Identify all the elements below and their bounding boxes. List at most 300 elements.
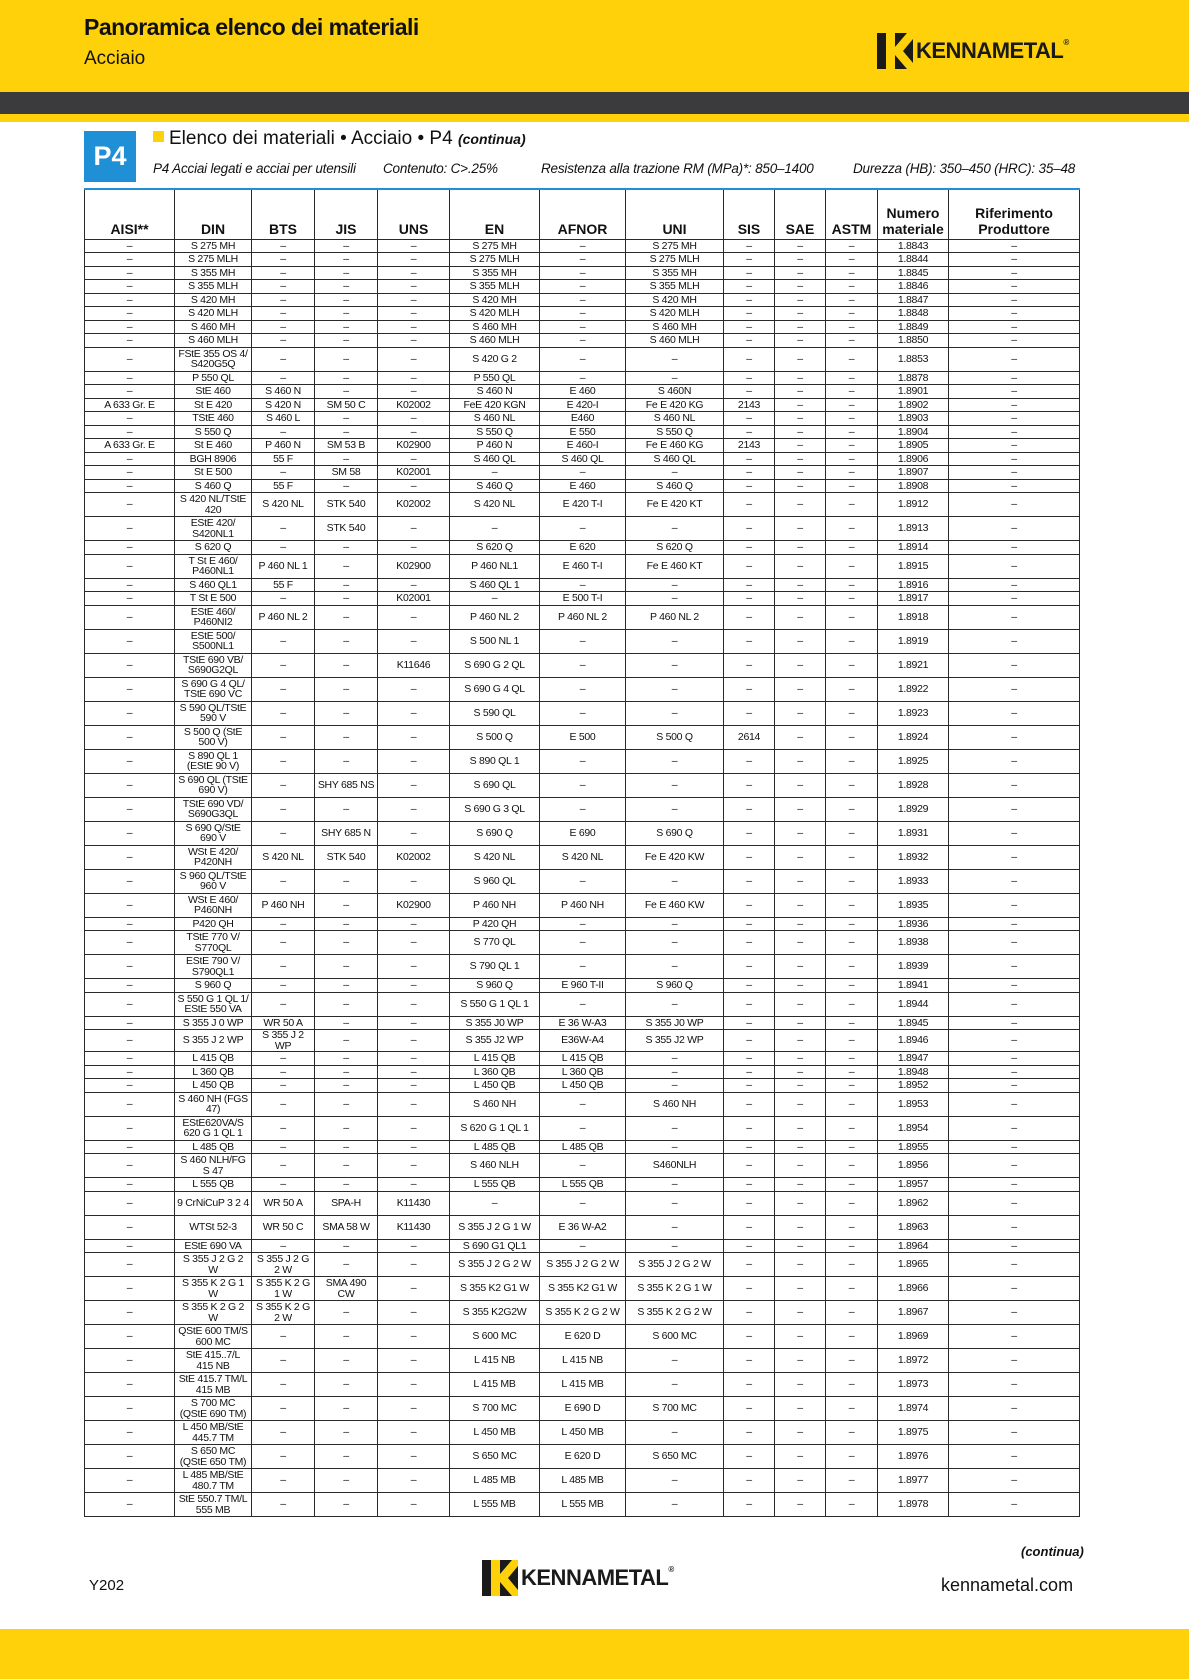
table-cell: E 36 W-A3 xyxy=(540,1016,626,1030)
table-cell: P 550 QL xyxy=(450,371,540,385)
table-cell: – xyxy=(724,253,775,267)
table-cell: – xyxy=(315,725,378,749)
table-cell: – xyxy=(315,955,378,979)
table-cell: – xyxy=(826,1397,878,1421)
table-cell: L 450 QB xyxy=(175,1079,252,1093)
table-cell: – xyxy=(949,955,1080,979)
table-cell: – xyxy=(724,869,775,893)
table-cell: 1.8905 xyxy=(878,439,949,453)
table-cell: – xyxy=(724,917,775,931)
table-cell: – xyxy=(775,992,826,1016)
table-cell: – xyxy=(315,425,378,439)
table-cell: – xyxy=(626,1178,724,1192)
table-cell: – xyxy=(252,821,315,845)
table-cell: K02900 xyxy=(378,893,450,917)
table-cell: S 690 G 2 QL xyxy=(450,653,540,677)
table-cell: – xyxy=(626,592,724,606)
table-row xyxy=(85,677,1080,701)
table-row xyxy=(85,385,1080,399)
table-cell: – xyxy=(85,773,175,797)
table-cell: – xyxy=(85,1277,175,1301)
table-cell: – xyxy=(315,1421,378,1445)
table-cell: – xyxy=(724,466,775,480)
table-cell: E 460-I xyxy=(540,439,626,453)
table-cell: – xyxy=(85,1079,175,1093)
table-cell: S 420 NL xyxy=(540,845,626,869)
table-cell: L 415 NB xyxy=(450,1349,540,1373)
table-cell: – xyxy=(315,1373,378,1397)
table-cell: EStE 500/ S500NL1 xyxy=(175,629,252,653)
table-cell: QStE 600 TM/S 600 MC xyxy=(175,1325,252,1349)
table-cell: – xyxy=(626,1373,724,1397)
table-cell: 1.8963 xyxy=(878,1215,949,1239)
table-cell: – xyxy=(724,1469,775,1493)
table-cell: 1.8902 xyxy=(878,398,949,412)
table-cell: 9 CrNiCuP 3 2 4 xyxy=(175,1191,252,1215)
table-cell: A 633 Gr. E xyxy=(85,439,175,453)
table-cell: – xyxy=(949,1154,1080,1178)
table-cell: – xyxy=(315,1239,378,1253)
table-cell: S 420 N xyxy=(252,398,315,412)
table-cell: – xyxy=(85,412,175,426)
table-cell: – xyxy=(85,1253,175,1277)
table-cell: – xyxy=(315,653,378,677)
table-cell: 1.8919 xyxy=(878,629,949,653)
table-cell: 1.8944 xyxy=(878,992,949,1016)
table-cell: – xyxy=(949,1030,1080,1052)
table-cell: – xyxy=(949,1325,1080,1349)
table-cell: – xyxy=(724,517,775,541)
table-row xyxy=(85,1191,1080,1215)
table-cell: Fe E 460 KG xyxy=(626,439,724,453)
table-cell: – xyxy=(378,239,450,253)
table-cell: – xyxy=(775,677,826,701)
table-cell: – xyxy=(826,371,878,385)
table-cell: S 500 Q xyxy=(450,725,540,749)
table-cell: S 355 MLH xyxy=(450,280,540,294)
table-cell: – xyxy=(826,1079,878,1093)
table-row xyxy=(85,931,1080,955)
table-cell: 1.8914 xyxy=(878,541,949,555)
table-cell: – xyxy=(826,1016,878,1030)
section-description: P4 Acciai legati e acciai per utensili xyxy=(153,161,356,176)
table-cell: – xyxy=(949,347,1080,371)
table-cell: – xyxy=(85,1052,175,1066)
column-header: AFNOR xyxy=(540,189,626,239)
kennametal-logo xyxy=(877,33,1069,69)
table-cell: – xyxy=(724,773,775,797)
table-cell: – xyxy=(378,605,450,629)
materials-table xyxy=(84,188,1080,1517)
table-cell: – xyxy=(315,578,378,592)
table-cell: – xyxy=(378,307,450,321)
table-cell: – xyxy=(826,1030,878,1052)
table-cell: S 690 G 4 QL xyxy=(450,677,540,701)
table-cell: 1.8908 xyxy=(878,479,949,493)
table-cell: – xyxy=(85,493,175,517)
section-strength: Resistenza alla trazione RM (MPa)*: 850–1400 xyxy=(541,161,814,176)
table-cell: – xyxy=(540,1191,626,1215)
table-cell: P 460 N xyxy=(252,439,315,453)
table-cell: P 460 NH xyxy=(252,893,315,917)
column-header: UNS xyxy=(378,189,450,239)
table-cell: – xyxy=(826,821,878,845)
table-cell: E460 xyxy=(540,412,626,426)
table-cell: 1.8848 xyxy=(878,307,949,321)
column-header: BTS xyxy=(252,189,315,239)
table-cell: 1.8941 xyxy=(878,979,949,993)
table-cell: – xyxy=(826,253,878,267)
table-cell: 1.8853 xyxy=(878,347,949,371)
table-cell: – xyxy=(85,307,175,321)
table-cell: – xyxy=(540,869,626,893)
table-cell: L 555 QB xyxy=(175,1178,252,1192)
table-cell: – xyxy=(378,992,450,1016)
table-cell: STK 540 xyxy=(315,493,378,517)
table-cell: P 460 NH xyxy=(450,893,540,917)
table-cell: 1.8845 xyxy=(878,266,949,280)
table-cell: – xyxy=(949,1065,1080,1079)
table-cell: – xyxy=(724,554,775,578)
table-cell: S 355 MH xyxy=(626,266,724,280)
table-row xyxy=(85,517,1080,541)
table-cell: – xyxy=(949,1191,1080,1215)
table-cell: – xyxy=(85,605,175,629)
table-cell: – xyxy=(378,452,450,466)
table-cell: – xyxy=(315,797,378,821)
table-cell: – xyxy=(378,1325,450,1349)
table-cell: – xyxy=(315,239,378,253)
table-cell: 1.8932 xyxy=(878,845,949,869)
table-cell: – xyxy=(826,1191,878,1215)
table-cell: – xyxy=(626,773,724,797)
table-cell: – xyxy=(826,1349,878,1373)
table-cell: 1.8921 xyxy=(878,653,949,677)
table-cell: S 960 Q xyxy=(450,979,540,993)
table-cell: E 550 xyxy=(540,425,626,439)
kennametal-k-icon xyxy=(877,33,913,69)
table-cell: – xyxy=(378,1445,450,1469)
continued-note: (continua) xyxy=(1021,1544,1084,1559)
table-cell: E 420-I xyxy=(540,398,626,412)
table-row xyxy=(85,701,1080,725)
table-cell: S 690 G 4 QL/ TStE 690 VC xyxy=(175,677,252,701)
table-cell: P 460 NL1 xyxy=(450,554,540,578)
table-cell: – xyxy=(949,917,1080,931)
table-cell: – xyxy=(775,452,826,466)
table-cell: – xyxy=(378,725,450,749)
table-cell: S 355 K 2 G 1 W xyxy=(252,1277,315,1301)
table-cell: – xyxy=(378,1065,450,1079)
table-cell: – xyxy=(826,398,878,412)
table-cell: 1.8973 xyxy=(878,1373,949,1397)
table-cell: – xyxy=(826,1301,878,1325)
table-cell: – xyxy=(85,293,175,307)
table-cell: – xyxy=(540,517,626,541)
table-cell: – xyxy=(85,517,175,541)
table-cell: S 890 QL 1 xyxy=(450,749,540,773)
table-cell: – xyxy=(315,280,378,294)
table-cell: S 355 J 2 WP xyxy=(252,1030,315,1052)
table-cell: S 620 Q xyxy=(450,541,540,555)
table-cell: – xyxy=(540,917,626,931)
table-cell: 1.8878 xyxy=(878,371,949,385)
table-cell: SM 58 xyxy=(315,466,378,480)
table-cell: EStE 790 V/ S790QL1 xyxy=(175,955,252,979)
table-row xyxy=(85,1154,1080,1178)
table-cell: P 550 QL xyxy=(175,371,252,385)
table-cell: – xyxy=(626,917,724,931)
table-cell: – xyxy=(540,239,626,253)
table-cell: – xyxy=(826,347,878,371)
table-cell: – xyxy=(949,1140,1080,1154)
table-cell: S 590 QL xyxy=(450,701,540,725)
table-cell: K02002 xyxy=(378,398,450,412)
table-cell: – xyxy=(775,307,826,321)
table-cell: – xyxy=(85,1016,175,1030)
table-cell: S 355 K 2 G 1 W xyxy=(626,1277,724,1301)
table-cell: S 550 G 1 QL 1/ EStE 550 VA xyxy=(175,992,252,1016)
table-cell: – xyxy=(626,1191,724,1215)
table-cell: L 485 MB xyxy=(450,1469,540,1493)
section-hardness: Durezza (HB): 350–450 (HRC): 35–48 xyxy=(853,161,1076,176)
table-cell: – xyxy=(378,1493,450,1517)
table-cell: S 460 QL1 xyxy=(175,578,252,592)
table-row xyxy=(85,1349,1080,1373)
table-cell: – xyxy=(724,452,775,466)
website-link[interactable]: kennametal.com xyxy=(941,1575,1074,1595)
table-cell: – xyxy=(85,1397,175,1421)
table-cell: SMA 58 W xyxy=(315,1215,378,1239)
table-cell: – xyxy=(724,578,775,592)
table-cell: – xyxy=(252,1154,315,1178)
table-cell: 1.8904 xyxy=(878,425,949,439)
table-header-row xyxy=(85,189,1080,239)
table-cell: – xyxy=(85,1065,175,1079)
table-cell: – xyxy=(85,253,175,267)
table-cell: S 700 MC (QStE 690 TM) xyxy=(175,1397,252,1421)
table-cell: – xyxy=(540,266,626,280)
table-cell: – xyxy=(315,1349,378,1373)
table-cell: – xyxy=(949,931,1080,955)
table-cell: SPA-H xyxy=(315,1191,378,1215)
table-cell: 1.8849 xyxy=(878,320,949,334)
column-header: ASTM xyxy=(826,189,878,239)
table-cell: – xyxy=(949,1349,1080,1373)
table-cell: WSt E 420/ P420NH xyxy=(175,845,252,869)
table-cell: – xyxy=(315,347,378,371)
table-cell: P 460 NL 2 xyxy=(540,605,626,629)
table-cell: – xyxy=(949,578,1080,592)
table-cell: – xyxy=(315,1493,378,1517)
table-cell: – xyxy=(252,1079,315,1093)
table-cell: Fe E 420 KT xyxy=(626,493,724,517)
table-cell: TStE 690 VB/ S690G2QL xyxy=(175,653,252,677)
table-cell: FeE 420 KGN xyxy=(450,398,540,412)
table-cell: – xyxy=(949,893,1080,917)
table-cell: WTSt 52-3 xyxy=(175,1215,252,1239)
table-cell: – xyxy=(252,955,315,979)
table-cell: 1.8956 xyxy=(878,1154,949,1178)
table-cell: S 275 MH xyxy=(450,239,540,253)
table-cell: – xyxy=(252,725,315,749)
table-cell: – xyxy=(724,412,775,426)
table-cell: – xyxy=(540,749,626,773)
table-cell: – xyxy=(775,425,826,439)
table-cell: S 690 G1 QL1 xyxy=(450,1239,540,1253)
table-cell: – xyxy=(724,797,775,821)
table-cell: 1.8844 xyxy=(878,253,949,267)
table-cell: – xyxy=(724,1140,775,1154)
table-cell: S 355 K 2 G 1 W xyxy=(175,1277,252,1301)
table-cell: E 620 D xyxy=(540,1445,626,1469)
table-cell: – xyxy=(826,517,878,541)
table-cell: 1.8906 xyxy=(878,452,949,466)
table-cell: – xyxy=(378,1301,450,1325)
table-cell: S 275 MH xyxy=(626,239,724,253)
table-cell: 1.8953 xyxy=(878,1092,949,1116)
table-cell: – xyxy=(826,869,878,893)
table-cell: K11646 xyxy=(378,653,450,677)
table-cell: – xyxy=(826,239,878,253)
table-cell: – xyxy=(949,307,1080,321)
table-cell: 1.8913 xyxy=(878,517,949,541)
table-cell: – xyxy=(378,677,450,701)
table-cell: 1.8922 xyxy=(878,677,949,701)
footer-band xyxy=(0,1629,1189,1679)
table-cell: – xyxy=(775,320,826,334)
table-cell: – xyxy=(252,653,315,677)
table-cell: – xyxy=(949,1215,1080,1239)
table-cell: – xyxy=(826,1445,878,1469)
table-cell: – xyxy=(949,725,1080,749)
table-row xyxy=(85,1215,1080,1239)
table-cell: S 355 MLH xyxy=(626,280,724,294)
header-divider-bar xyxy=(0,92,1189,114)
table-cell: S 550 Q xyxy=(450,425,540,439)
table-cell: Fe E 460 KT xyxy=(626,554,724,578)
table-cell: – xyxy=(949,821,1080,845)
table-cell: – xyxy=(826,1140,878,1154)
table-cell: S 550 Q xyxy=(626,425,724,439)
table-cell: – xyxy=(775,493,826,517)
table-cell: L 415 QB xyxy=(540,1052,626,1066)
table-cell: S 460 Q xyxy=(626,479,724,493)
table-cell: – xyxy=(775,334,826,348)
table-cell: – xyxy=(775,253,826,267)
table-cell: E 620 xyxy=(540,541,626,555)
table-cell: – xyxy=(85,917,175,931)
table-cell: – xyxy=(724,1253,775,1277)
table-cell: 1.8935 xyxy=(878,893,949,917)
table-cell: – xyxy=(378,293,450,307)
table-cell: – xyxy=(450,517,540,541)
table-cell: – xyxy=(775,578,826,592)
table-cell: – xyxy=(85,1325,175,1349)
table-cell: SM 53 B xyxy=(315,439,378,453)
table-cell: 1.8976 xyxy=(878,1445,949,1469)
table-cell: – xyxy=(315,1397,378,1421)
table-row xyxy=(85,1030,1080,1052)
table-cell: – xyxy=(826,592,878,606)
table-cell: – xyxy=(315,1065,378,1079)
table-cell: – xyxy=(315,541,378,555)
table-cell: SHY 685 N xyxy=(315,821,378,845)
table-cell: – xyxy=(949,1239,1080,1253)
table-cell: – xyxy=(252,1178,315,1192)
table-cell: – xyxy=(85,869,175,893)
table-cell: L 450 MB xyxy=(540,1421,626,1445)
table-cell: – xyxy=(775,1325,826,1349)
table-cell: – xyxy=(85,578,175,592)
table-cell: – xyxy=(626,1349,724,1373)
table-cell: T St E 460/ P460NL1 xyxy=(175,554,252,578)
table-cell: – xyxy=(540,334,626,348)
table-cell: – xyxy=(724,701,775,725)
table-cell: – xyxy=(826,280,878,294)
table-cell: – xyxy=(252,1469,315,1493)
table-cell: – xyxy=(724,821,775,845)
table-cell: – xyxy=(315,1154,378,1178)
table-cell: – xyxy=(626,629,724,653)
table-cell: EStE620VA/S 620 G 1 QL 1 xyxy=(175,1116,252,1140)
table-cell: – xyxy=(252,1397,315,1421)
table-cell: – xyxy=(775,1052,826,1066)
table-cell: – xyxy=(85,1421,175,1445)
table-cell: – xyxy=(724,629,775,653)
table-cell: – xyxy=(252,592,315,606)
table-cell: – xyxy=(315,1178,378,1192)
table-cell: – xyxy=(775,1215,826,1239)
table-cell: E 960 T-II xyxy=(540,979,626,993)
column-header: EN xyxy=(450,189,540,239)
table-cell: – xyxy=(378,280,450,294)
table-cell: – xyxy=(949,1116,1080,1140)
table-cell: S 420 MH xyxy=(450,293,540,307)
table-cell: S 420 G 2 xyxy=(450,347,540,371)
table-cell: S 275 MLH xyxy=(626,253,724,267)
table-cell: – xyxy=(252,1140,315,1154)
table-cell: – xyxy=(85,992,175,1016)
table-cell: S 355 J 0 WP xyxy=(175,1016,252,1030)
table-cell: E 460 xyxy=(540,385,626,399)
table-cell: 55 F xyxy=(252,578,315,592)
table-cell: – xyxy=(775,1116,826,1140)
table-cell: – xyxy=(724,955,775,979)
table-cell: – xyxy=(826,493,878,517)
table-cell: S 500 Q xyxy=(626,725,724,749)
table-cell: – xyxy=(949,1092,1080,1116)
table-cell: – xyxy=(85,893,175,917)
table-cell: – xyxy=(949,749,1080,773)
table-row xyxy=(85,541,1080,555)
table-cell: – xyxy=(252,466,315,480)
table-cell: E 460 xyxy=(540,479,626,493)
table-cell: – xyxy=(775,845,826,869)
table-cell: – xyxy=(85,797,175,821)
table-cell: – xyxy=(775,1154,826,1178)
table-cell: – xyxy=(252,773,315,797)
table-cell: – xyxy=(540,1154,626,1178)
table-cell: – xyxy=(775,629,826,653)
table-cell: – xyxy=(949,1016,1080,1030)
table-cell: StE 415.7 TM/L 415 MB xyxy=(175,1373,252,1397)
table-cell: E 500 T-I xyxy=(540,592,626,606)
table-row xyxy=(85,266,1080,280)
table-cell: – xyxy=(826,1052,878,1066)
table-cell: – xyxy=(949,869,1080,893)
table-cell: – xyxy=(378,1239,450,1253)
